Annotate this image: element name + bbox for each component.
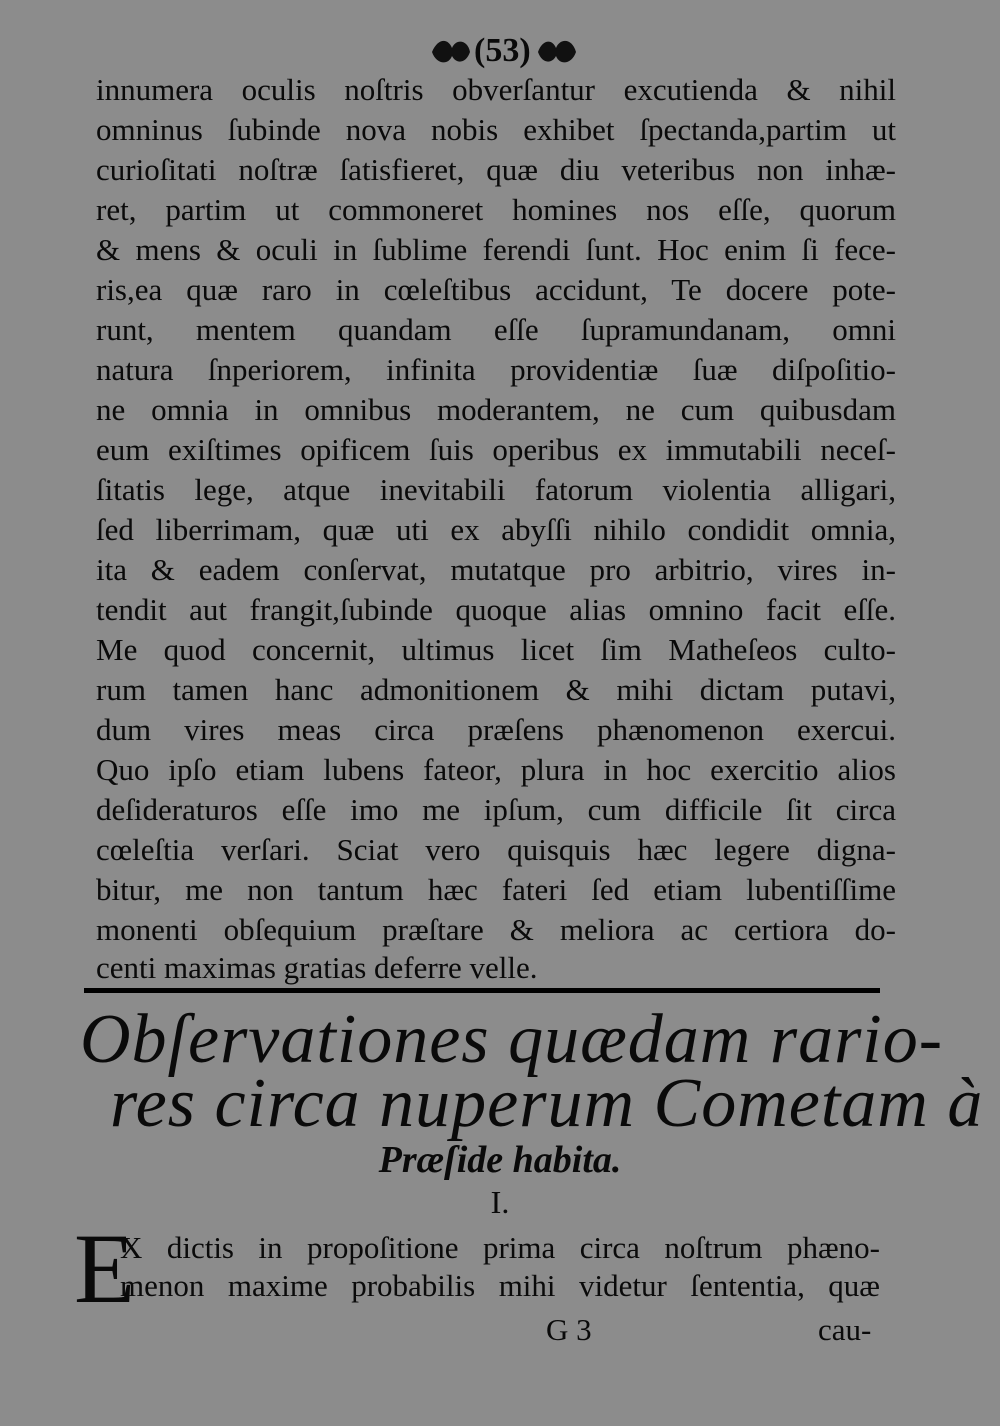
text-line: dum vires meas circa præſens phænomenon exercui. [96,712,896,747]
text-line-last: centi maximas gratias deferre velle. [96,950,538,985]
text-line: runt, mentem quandam eſſe ſupramundanam, omni [96,312,896,347]
section-divider [84,988,880,993]
text-line: ris,ea quæ raro in cœleſtibus accidunt, Te docere pote- [96,272,896,307]
text-line: ſitatis lege, atque inevitabili fatorum violentia alligari, [96,472,896,507]
text-line: ne omnia in omnibus moderantem, ne cum quibusdam [96,392,896,427]
paragraph-line-2: menon maxime probabilis mihi videtur ſententia, quæ [120,1268,880,1303]
text-line: Quo ipſo etiam lubens fateor, plura in hoc exercitio alios [96,752,896,787]
text-line: omninus ſubinde nova nobis exhibet ſpectanda,partim ut [96,112,896,147]
text-line: tendit aut frangit,ſubinde quoque alias omnino facit eſſe. [96,592,896,627]
text-line: curioſitati noſtræ ſatisfieret, quæ diu veteribus non inhæ- [96,152,896,187]
section-title-line-1: Obſervationes quædam rario- [80,1001,944,1078]
drop-cap: E [74,1213,136,1324]
text-line: eum exiſtimes opificem ſuis operibus ex immutabili neceſ- [96,432,896,467]
text-line: innumera oculis noſtris obverſantur excutienda & nihil [96,72,896,107]
catchword: cau- [818,1312,872,1347]
left-ornament-icon [428,36,474,68]
paragraph-line-1: X dictis in propoſitione prima circa noſtrum phæno- [120,1230,880,1265]
signature-mark: G 3 [546,1312,592,1347]
section-title-line-3: Præſide habita. [378,1139,622,1181]
section-title-line-2: res circa nuperum Cometam à [110,1065,984,1142]
text-line: cœleſtia verſari. Sciat vero quisquis hæc legere digna- [96,832,896,867]
text-line: & mens & oculi in ſublime ferendi ſunt. Hoc enim ſi fece- [96,232,896,267]
right-ornament-icon [534,36,580,68]
text-line: deſideraturos eſſe imo me ipſum, cum difficile ſit circa [96,792,896,827]
text-line: natura ſnperiorem, infinita providentiæ ſuæ diſpoſitio- [96,352,896,387]
text-line: ret, partim ut commoneret homines nos eſſe, quorum [96,192,896,227]
text-line: bitur, me non tantum hæc fateri ſed etiam lubentiſſime [96,872,896,907]
text-line: ſed liberrimam, quæ uti ex abyſſi nihilo condidit omnia, [96,512,896,547]
text-line: monenti obſequium præſtare & meliora ac certiora do- [96,912,896,947]
page-number: (53) [474,32,531,69]
text-line: ita & eadem conſervat, mutatque pro arbitrio, vires in- [96,552,896,587]
text-line: Me quod concernit, ultimus licet ſim Matheſeos culto- [96,632,896,667]
text-line: rum tamen hanc admonitionem & mihi dictam putavi, [96,672,896,707]
section-number: I. [490,1184,510,1220]
